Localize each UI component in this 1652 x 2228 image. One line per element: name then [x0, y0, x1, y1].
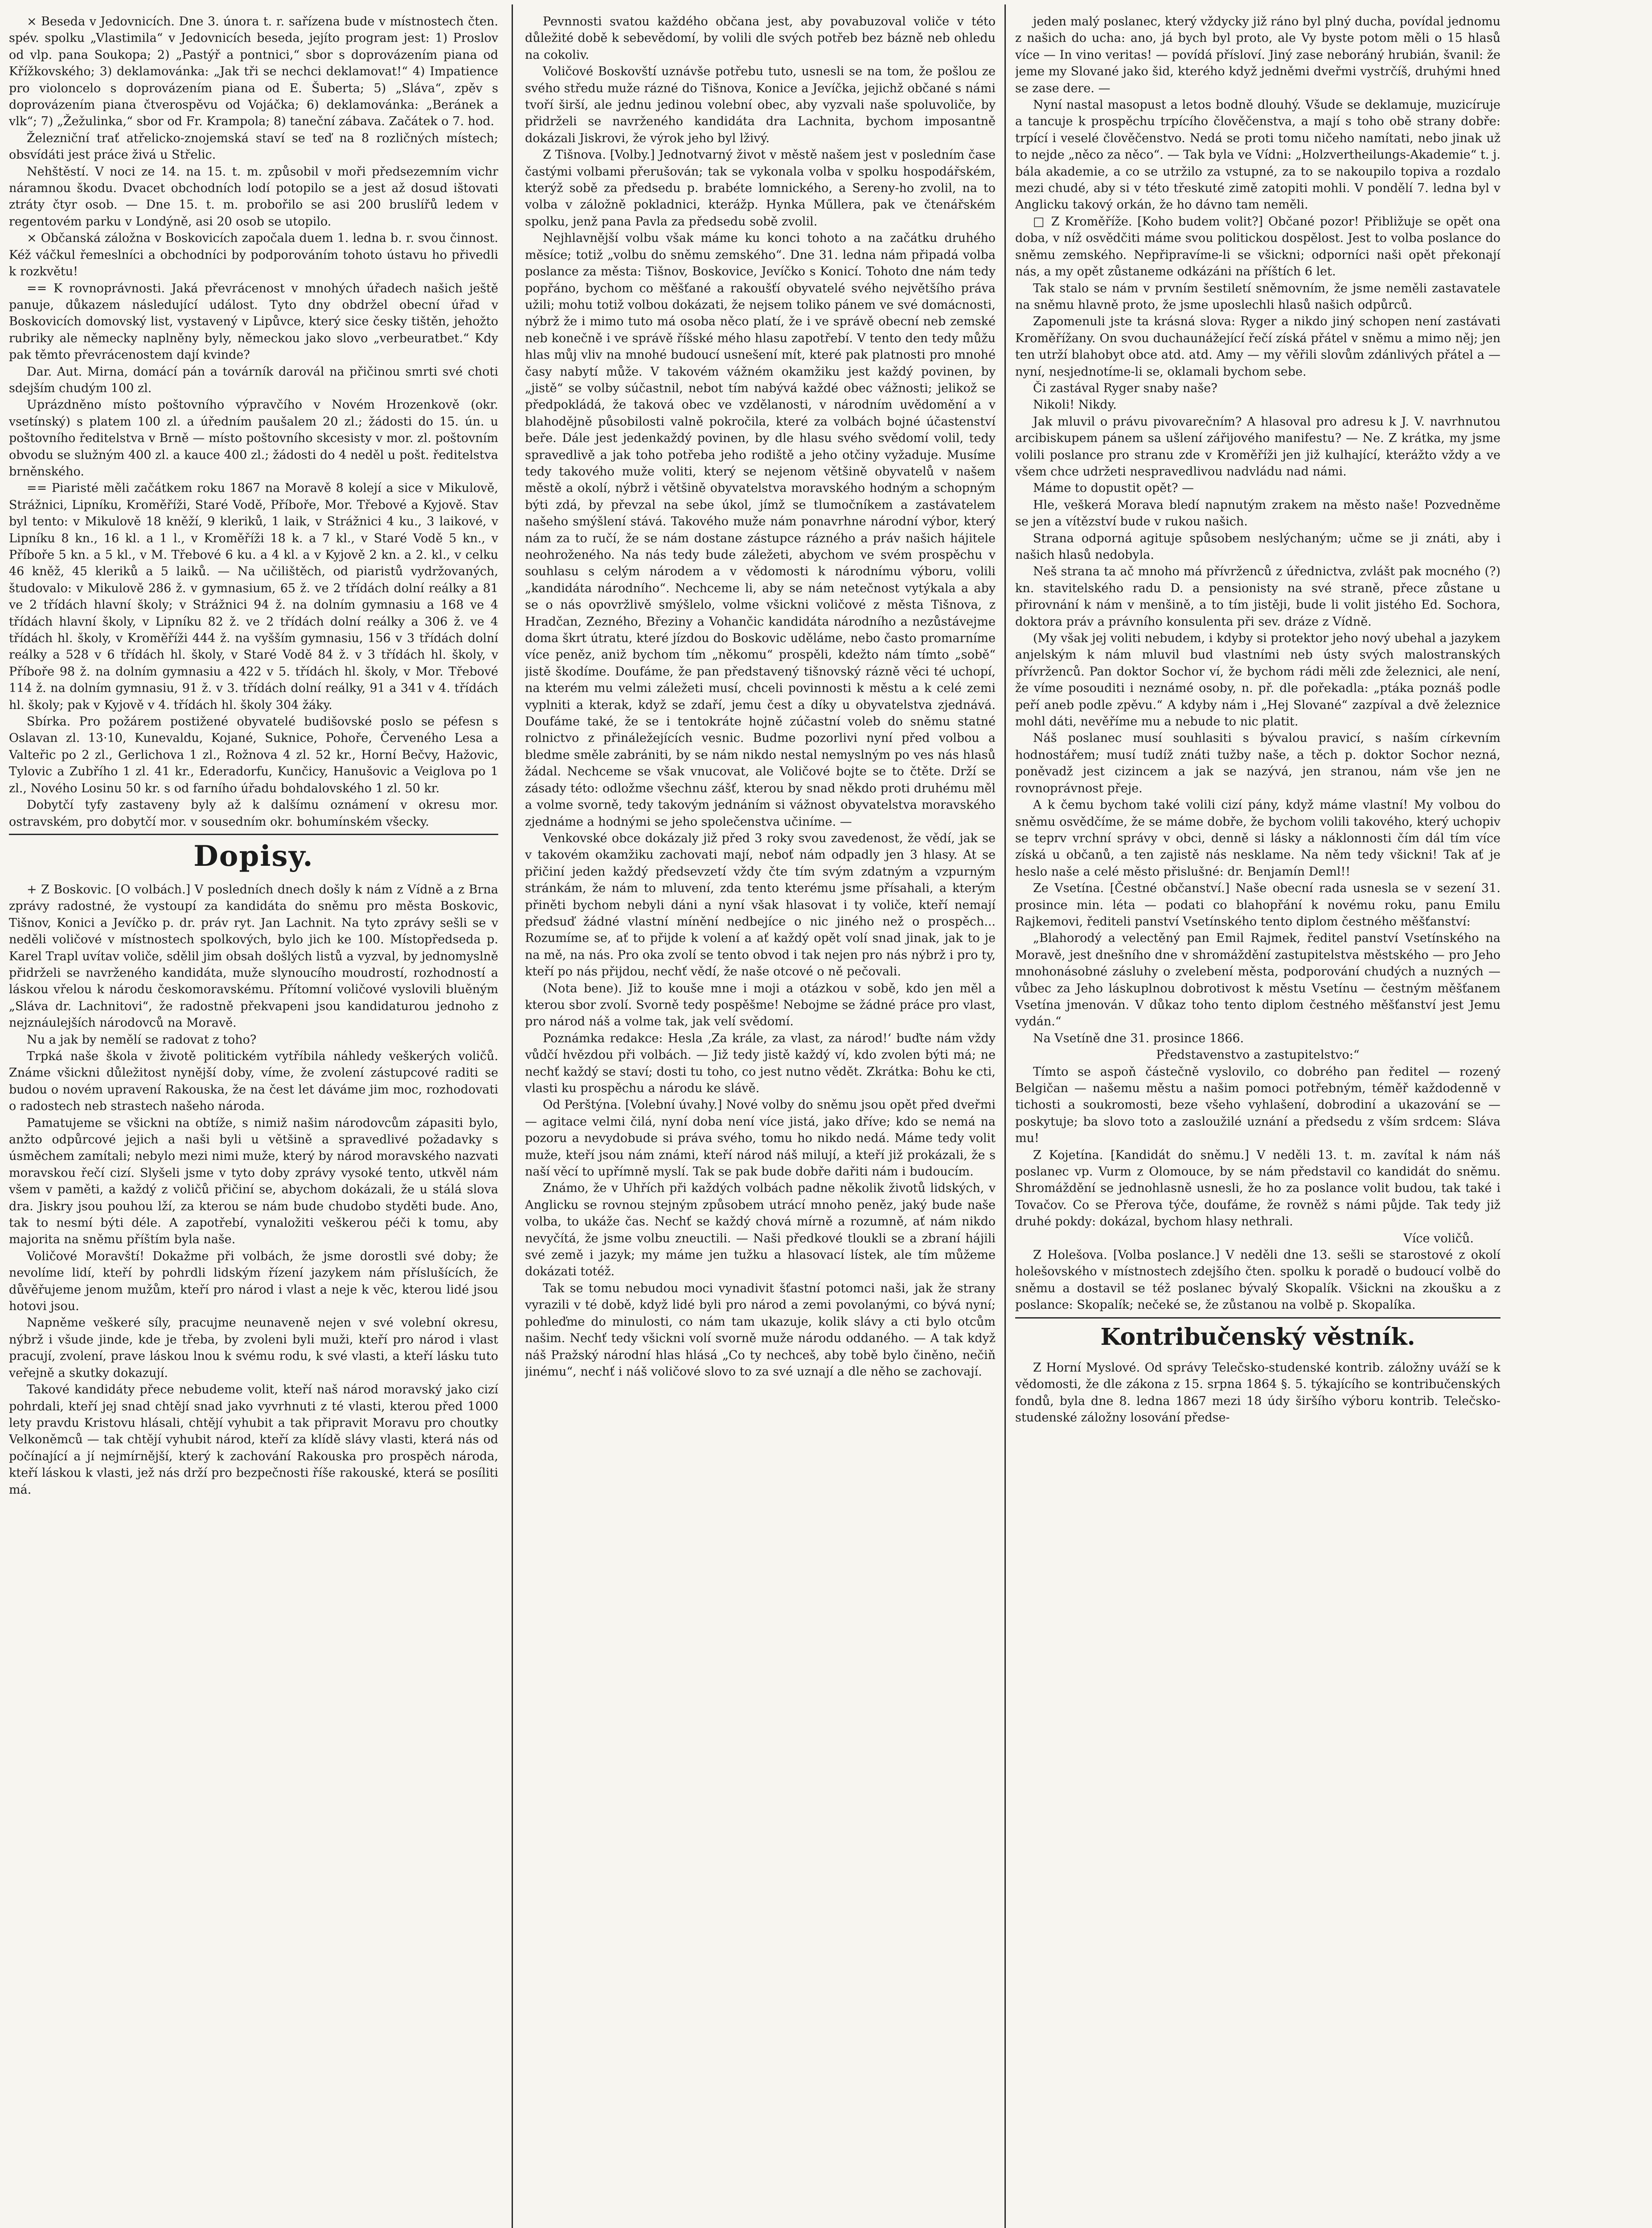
article-paragraph: Neš strana ta ač mnoho má přívrženců z úřednictva, zvlášt pak mocného (?) kn. stavitelského radu D. a pensionisty na své straně, přece zůstane u přirovnání k nám v menšině, a to tím jistěji, bude li volit jistého Ed. Sochora, doktora práv a právního konsulenta při sev. dráze z Vídně. — [1015, 565, 1500, 629]
column-left — [9, 13, 498, 2228]
article-paragraph: jeden malý poslanec, který vždycky již ráno byl plný ducha, povídal jednomu z našich do ucha: ano, já bych byl proto, ale Vy byste potom měli o 15 hlasů více — In vino veritas! — povídá přísloví. Jiný zase neboráný hrubián, švanil: že jeme my Slované jako šid, kterého když jedněmi dveřmi vystrčíš, druhými hned se zase dere. — — [1015, 15, 1500, 95]
vsetin-diploma: „Blahorodý a velectěný pan Emil Rajmek, ředitel panství Vsetínského na Moravě, jest dnešního dne v shromáždění zastupitelstva městského — pro Jeho mnohonásobné zásluhy o zvelebení města, podporování chudých a nuzných — vůbec za Jeho láskuplnou dobrotivost k městu Vsetínu — čestným měšťanem Vsetína jmenován. V důkaz toho tento diplom čestného měšťanství jest Jemu vydán.“ — [1015, 931, 1500, 1029]
article-paragraph: Tak se tomu nebudou moci vynadivit šťastní potomci naši, jak že strany vyrazili v té době, když lidé byli pro národ a zemi povolanými, co bývá nyní; pohleďme do minulosti, co nám tam ukazuje, kolik slávy a cti bylo otcům našim. Nechť tedy všickni volí svorně muže národu oddaného. — A tak když náš Pražský národní hlas hlásá „Co ty nechceš, aby tobě bylo činěno, nečiň jinému“, nechť i náš voličové slovo to za své uznají a dle něho se zachovají. — [525, 1281, 996, 1379]
article-text — [525, 230, 996, 1097]
article-perstyna: Od Perštýna. [Volební úvahy.] Nové volby do sněmu jsou opět před dveřmi — agitace velmi čilá, nyní doba není více jistá, jako dříve; kdo se nemá na pozoru a nevydobude si práva svého, tomu ho nikdo nedá. Máme tedy volit muže, kteří jsou nám známi, kteří národ náš milují, a kteří již prokázali, že s naší věcí to upřímně myslí. Tak se pak bude dobře dařiti nám i budoucím. — [525, 1098, 996, 1179]
article-kromeriz: □ Z Kroměříže. [Koho budem volit?] Občané pozor! Přibližuje se opět ona doba, v níž osvědčiti máme svou politickou dospělost. Jest to volba poslance do sněmu zemského. Nepřipravíme-li se všickni; odporníci naši opět překonají nás, a my opět zůstaneme odkázáni na příštích 6 let. — [1015, 214, 1500, 279]
article-text — [525, 1180, 996, 1380]
section-title-dopisy: Dopisy. — [193, 839, 314, 873]
article-horni-myslova: Z Horní Myslové. Od správy Telečsko-studenské kontrib. záložny uváží se k vědomosti, že dle zákona z 15. srpna 1864 §. 5. týkajícího se kontribučenských fondů, byla dne 8. ledna 1867 mezi 18 údy širšího výboru kontrib. Telečsko-studenské záložny losování předse- — [1015, 1360, 1500, 1425]
article-paragraph: Máme to dopustit opět? — — [1033, 481, 1194, 496]
article-text — [1015, 13, 1500, 213]
column-rule — [1004, 4, 1006, 2228]
news-item: Dar. Aut. Mirna, domácí pán a továrník darovál na přičinou smrti své choti sdejším chudým 100 zl. — [9, 365, 498, 395]
article-paragraph: Známo, že v Uhřích při každých volbách padne několik životů lidských, v Anglicku se rovnou stejným způsobem utrácí mnoho peněz, jaký bude naše volba, to ukáže čas. Nechť se každý chová mírně a rozumně, ať nám nikdo nevyčítá, že jsme volbu zneuctili. — Naši předkové tloukli se a zbraní hájili své země i jazyk; my máme jen tužku a hlasovací lístek, ale tím můžeme dokázati totéž. — [525, 1181, 996, 1279]
article-paragraph: Náš poslanec musí souhlasiti s bývalou pravicí, s naším církevním hodnostářem; musí tudíž znáti tužby naše, a těch p. doktor Sochor nezná, poněvadž jest cizincem a jak se nazývá, jen stranou, nám vše jen ne rovnoprávnost přeje. — [1015, 731, 1500, 795]
news-item: × Občanská záložna v Boskovicích započala duem 1. ledna b. r. svou činnost. Kéž váčkul řemeslníci a obchodníci by podporováním tohoto ústavu ho přivedli k rozkvětu! — [9, 231, 498, 279]
article-paragraph: Poznámka redakce: Hesla ‚Za krále, za vlast, za národ!‘ buďte nám vždy vůdčí hvězdou při volbách. — Již tedy jistě každý ví, kdo zvolen býti má; ne nechť každý se staví; dosti tu toho, co jest nutno vědět. Zkrátka: Bohu ke cti, vlasti ku prospěchu a národu ke slávě. — [525, 1031, 996, 1095]
vsetin-after: Tímto se aspoň částečně vyslovilo, co dobrého pan ředitel — rozený Belgičan — našemu městu a našim pomoci potřebným, téměř každodenně v tichosti a soukromosti, beze všeho vyhlašení, dobrodiní a ukazování se — poskytuje; ba slovo toto a zasloužilé uznání a předsedu z vším srdcem: Sláva mu! — [1015, 1065, 1500, 1146]
news-item: Dobytčí tyfy zastaveny byly až k dalšímu oznámení v okresu mor. ostravském, pro dobytčí mor. v sousedním okr. bohumínském všecky. — [9, 798, 498, 829]
article-text — [1015, 280, 1500, 881]
article-holesov: Z Holešova. [Volba poslance.] V neděli dne 13. sešli se starostové z okolí holešovského v místnostech zdejšího čten. spolku k poradě o budoucí volbě do sněmu a dostavil se též poslanec bývalý Skopalík. Všickni na zkoušku a z poslance: Skopalík; nečeké se, že zůstanou na volbě p. Skopalíka. — [1015, 1248, 1500, 1312]
vsetin-signature: Představenstvo a zastupitelstvo:“ — [1156, 1048, 1360, 1062]
letter-paragraph: Voličové Moravští! Dokažme při volbách, že jsme dorostli své doby; že nevolíme lidí, kteří by pohrdli lidským řízení jazykem nám příslušících, že důvěřujeme jenom mužům, kteří pro národ i vlast a neje k věc, kterou lidé jsou hotovi jsou. — [9, 1249, 498, 1314]
dopisy-items — [9, 881, 498, 1498]
letter-paragraph: Napněme veškeré síly, pracujme neunaveně nejen v své volební okresu, nýbrž i všude jinde, kde je třeba, by zvoleni byli muži, kteří pro národ i vlast pracují, zvolení, prave láskou lnou k svému rodu, k své vlasti, a kteří lásku tuto veřejně a skutky dokazují. — [9, 1316, 498, 1380]
column-middle — [525, 13, 996, 2228]
article-paragraph: Tak stalo se nám v prvním šestiletí sněmovním, že jsme neměli zastavatele na sněmu hlavně proto, že jsme uposlechli hlasů našich odpůrců. — [1015, 281, 1500, 312]
column-right — [1015, 13, 1500, 2228]
article-paragraph: A k čemu bychom také volili cizí pány, když máme vlastní! My volbou do sněmu osvědčíme, že se máme dobře, že bychom volili takového, který uchopiv se teprv vrchní správy v obci, denně si lásky a náklonnosti čím dál tím více získá u občanů, a ten zajistě nás nesklame. Na něm tedy všickni! Tak ať je heslo naše a celé město přislušné: dr. Benjamín Deml!! — [1015, 798, 1500, 879]
article-vsetin: Ze Vsetína. [Čestné občanství.] Naše obecní rada usnesla se v sezení 31. prosince min. léta — podati co blahopřání k novému roku, panu Emilu Rajkemovi, řediteli panství Vsetínského tento diplom čestného měšťanství: — [1015, 881, 1500, 929]
section-title-kontribucensky: Kontribučenský věstník. — [1100, 1323, 1415, 1351]
news-item: × Beseda v Jedovnicích. Dne 3. února t. r. sařízena bude v místnostech čten. spév. spolku „Vlastimila“ v Jedovnicích beseda, jejíto program jest: 1) Proslov od vlp. pana Soukopa; 2) „Pastýř a pontnici,“ sbor s doprovázením piana od Křížkovského; 3) deklamovánka: „Jak tři se nechci deklamovat!“ 4) Impatience pro violoncelo s doprovázením piana od E. Šuberta; 5) „Sláva“, zpěv s doprovázením piana čtverospěvu od Vojáčka; 6) deklamovánka: „Beránek a vlk“; 7) „Žežulinka,“ sbor od Fr. Krampola; 8) taneční zábava. Začátek o 7. hod. — [9, 15, 498, 129]
letter-paragraph: Takové kandidáty přece nebudeme volit, kteří naš národ moravský jako cizí pohrdali, kteří jej snad chtějí snad jako vyvrhnuti z té vlasti, kterou před 1000 lety pravdu Kristovu hlásali, chtějí vyhubit a tak připravit Moravu pro choutky Velkoněmců — tak chtějí vyhubit národ, kteří za klídě slávy vlasti, která nás od počínající a jí nejmírnější, který k zachování Rakouska pro prospěch národa, kteří láskou k vlasti, jež nás drží pro bezpečnosti říše rakouské, která se posíliti má. — [9, 1383, 498, 1497]
article-paragraph: (Nota bene). Již to kouše mne i moji a otázkou v sobě, kdo jen měl a kterou sbor zvolí. Svorně tedy pospěšme! Nebojme se žádné práce pro vlast, pro národ náš a volme tak, jak velí svědomí. — [525, 981, 996, 1029]
vsetin-place: Na Vsetíně dne 31. prosince 1866. — [1033, 1031, 1244, 1045]
news-item: Železniční trať atřelicko-znojemská staví se teď na 8 rozličných místech; obsvídáti jest práce živá u Střelic. — [9, 131, 498, 162]
news-item: == Piaristé měli začátkem roku 1867 na Moravě 8 kolejí a sice v Mikulově, Strážnici, Lipníku, Kroměříži, Staré Vodě, Příboře, Mor. Třebové a Kyjově. Stav byl tento: v Mikulově 18 kněží, 9 kleriků, 1 laik, v Strážnici 4 ku., 3 laikové, v Lipníku 8 kn., 16 kl. a 1 l., v Kroměříži 18 k. a 7 kl., v Staré Vodě 5 kn., v Příboře 5 kn. a 5 kl., v M. Třebové 6 ku. a 4 kl. a v Kyjově 2 kn. a 2. kl., v celku 46 kněž, 45 kleriků a 5 laiků. — Na učilištěch, od piaristů vydržovaných, študovalo: v Mikulově 286 ž. v gymnasium, 65 ž. ve 2 třídách dolní reálky a 81 ve 2 třídách hlavní školy; v Strážnici 94 ž. na dolním gymnasiu a 168 ve 4 třídách hlavní školy, v Lipníku 82 ž. ve 2 třídách dolní reálky a 306 ž. ve 4 třídách hl. školy, v Kroměříži 444 ž. na vyšším gymnasiu, 156 v 3 třídách dolní reálky a 528 v 6 třídách hl. školy, v Staré Vodě 84 ž. v 3 třídách hl. školy, v Příboře 98 ž. na dolním gymnasiu a 422 v 5. třídách hl. školy, v Mor. Třebové 114 ž. na dolním gymnasiu, 91 ž. v 3. třídách dolní reálky, 91 a 341 v 4. třídách hl. školy; pak v Kyjově v 4. třídách hl. školy 304 žáky. — [9, 481, 498, 712]
letter-paragraph: Nu a jak by nemělí se radovat z toho? — [27, 1032, 257, 1047]
news-item: Sbírka. Pro požárem postižené obyvatelé budišovské poslo se péfesn s Oslavan zl. 13·10, Kunevaldu, Kojané, Suknice, Pohoře, Červeného Lesa a Valteřic po 2 zl., Gerlichova 1 zl., Rožnova 4 zl. 52 kr., Horní Bečvy, Hažovic, Tylovic a Zubřího 1 zl. 41 kr., Ederadorfu, Kunčicy, Hanušovic a Veiglova po 1 zl., Nového Losinu 50 kr. s od farního úřadu bohdalovského 1 zl. 50 kr. — [9, 715, 498, 795]
article-paragraph: Pevnnosti svatou každého občana jest, aby povabuzoval voliče v této důležité době k sebevědomí, by volili dle svých potřeb bez bázně neb ohledu na cokoliv. — [525, 15, 996, 62]
news-item: Nehštěstí. V noci ze 14. na 15. t. m. způsobil v moři předsezemním vichr náramnou škodu. Dvacet obchodních lodí potopilo se a jest až dosud ištovati ztráty čtyr osob. — Dne 15. t. m. probořilo se asi 200 bruslířů ledem v regentovém parku v Londýně, asi 20 osob se utopilo. — [9, 164, 498, 229]
kojetin-signature: Více voličů. — [1403, 1231, 1474, 1245]
news-items — [9, 13, 498, 830]
letter-paragraph: Trpká naše škola v životě politickém vytříbila náhledy veškerých voličů. Známe všickni důležitost nynější doby, víme, že zvolení zástupcové raditi se budou o novém upravení Rakouska, že na čest let dáváme jim moc, rozhodovati o radostech neb strastech našeho národa. — [9, 1049, 498, 1114]
divider — [9, 834, 498, 835]
letter-paragraph: Pamatujeme se všickni na obtíže, s nimiž našim národovcům zápasiti bylo, anžto odpůrcové jejich a naši byli u většině a spravedlivé požadavky s úsměchem zamítali; nebylo mezi nimi muže, který by národ moravského nazvati moravskou řečí cizí. Slyšeli jsme v tyto doby zprávy vysoké tento, utkvěl nám všem v paměti, a každý z voličů přičiní se, abychom dokázali, že u stálá slova dra. Jiskry jsou pouhou lží, za kterou se nám bude chudobo styděti bude. Ano, tak to nesmí býti déle. A zapotřebí, vynaložiti veškerou péči k tomu, aby majorita na sněmu příštím byla naše. — [9, 1116, 498, 1247]
article-paragraph: Hle, veškerá Morava bledí napnutým zrakem na město naše! Pozvedněme se jen a vítězství bude v rukou našich. — [1015, 498, 1500, 529]
column-rule — [512, 4, 513, 2228]
divider — [1015, 1317, 1500, 1319]
article-paragraph: Nyní nastal masopust a letos bodně dlouhý. Všude se deklamuje, muzicíruje a tancuje k prospěchu trpícího člověčenstva, a mají s toho obě strany dobře: trpící i veselé člověčenstvo. Nedá se proti tomu ničeho namítati, nebo jinak už to nejde „něco za něco“. — Tak byla ve Vídni: „Holzvertheilungs-Akademie“ t. j. bála akademie, a co se utržilo za vstupné, za to se nakoupilo topiva a rozdalo mezi chudé, aby si v této třeskuté zimě zatopiti mohli. V pondělí 7. ledna byl v Anglicku takový orkán, že ho dávno tam neměli. — [1015, 98, 1500, 212]
article-paragraph: Či zastával Ryger snaby naše? — [1033, 381, 1217, 395]
article-paragraph: Nikoli! Nikdy. — [1033, 398, 1117, 412]
article-paragraph: Voličové Boskovští uznávše potřebu tuto, usnesli se na tom, že pošlou ze svého středu muže rázné do Tišnova, Konice a Jevíčka, jejichž občané s námi tvoří širší, ale jednu jedinou volební obec, aby vyzvali naše spoluvoliče, by přidrželi se navrženého kandidáta dra Lachnita, bychom imposantně dokázali Jiskrovi, že výrok jeho byl lživý. — [525, 65, 996, 145]
article-paragraph: Venkovské obce dokázaly již před 3 roky svou zavedenost, že vědí, jak se v takovém okamžiku zachovati mají, neboť nám odpadly jen 3 hlasy. At se přičiní jeden každý předsevzetí vždy čte tím svým zdatným a vzpurným stránkám, že nám to mluvení, zda tento kterému jsme přísahali, a kterým přiněti bychom nebyli dáni a nyní však hlasovat i ty voliče, kteří nemají předsuď žádné vlastní mínění nedbejíce o nic jiného než o prospěch... Rozumíme se, ať to přijde k volení a ať každý opět volí snad jinak, jak to je na mě, na nás. Pro oka zvolí se tento obvod i tak nejen pro nás nýbrž i pro ty, kteří po nás přijdou, nechť vědí, že naše otcové o ně pečovali. — [525, 831, 996, 979]
news-item: == K rovnoprávnosti. Jaká převrácenost v mnohých úřadech našich ještě panuje, důkazem následující událost. Tyto dny obdržel obecní úřad v Boskovicích domovský list, vystavený v Lipůvce, který sice česky tištěn, jehožto rubriky ale německy napln‌ěny byly, německou jako slovo „verbeuratbet.“ Kdy pak těmto převrácenostem dají kvinde? — [9, 281, 498, 362]
article-paragraph: Zapomenuli jste ta krásná slova: Ryger a nikdo jiný schopen není zastávati Kroměřížany. On svou duchaunážející řečí získá přátel v sněmu a mimo něj; jen ten utrží blahobyt obce atd. atd. Amy — my věřili slovům zdánlivých přátel a — nyní, nesjednotíme-li se, oklamali bychom sebe. — [1015, 315, 1500, 379]
article-text — [525, 13, 996, 147]
article-paragraph: Strana odporná agituje spůsobem neslýchaným; učme se ji znáti, aby i našich hlasů nedobyla. — [1015, 531, 1500, 562]
article-paragraph: (My však jej voliti nebudem, i kdyby si protektor jeho nový ubehal a jazykem anjelským k nám mluvil bud vlastními neb ústy svých malostranských přívrženců. Pan doktor Sochor ví, že bychom rádi měli zde železnici, ale není, že víme posouditi i neznámé osoby, n. př. dle pořekadla: „ptáka poznáš podle peří aneb podle zpěvu.“ A kdyby nám i „Hej Slované“ zazpíval a dvě železnice mohl dáti, nevěříme mu a nebude to nic platit. — [1015, 631, 1500, 729]
news-item: Uprázdněno místo poštovního výpravčího v Novém Hrozenkově (okr. vsetínský) s platem 100 zl. a úředním paušalem 20 zl.; žádosti do 15. ún. u poštovního ředitelstva v Brně — místo poštovního skcesisty v mor. zl. poštovním obvodu se služným 400 zl. a kauce 400 zl.; žádosti do 4 neděl u pošt. ředitelstva brněnského. — [9, 398, 498, 479]
letter-paragraph: + Z Boskovic. [O volbách.] V posledních dnech došly k nám z Vídně a z Brna zprávy radostné, že vystoupí za kandidáta do sněmu pro města Boskovic, Tišnov, Konici a Jevíčko p. dr. práv ryt. Jan Lachnit. Na tyto zprávy sešli se v neděli voličové v místnostech spolkových, bylo jich ke 100. Místopředseda p. Karel Trapl uvítav voliče, sdělil jim obsah došlých listů a vyzval, by jednomyslně přidrželi se navrženého kandidáta, muže slynoucího moudrostí, rozhodností a láskou vřelou k národu českomoravskému. Přítomní voličové vyslovili bluěným „Sláva dr. Lachnitovi“, že radostně překvapeni jsou kandidaturou jednoho z nejznáulejších národovců na Moravě. — [9, 882, 498, 1030]
article-tisnov: Z Tišnova. [Volby.] Jednotvarný život v městě našem jest v posledním čase častými volbami přerušován; tak se vykonala volba v spolku hospodářském, kterýž sobě za předsedu p. brabéte lomnického, a Sereny-ho zvolil, na to volba v záložně pokladnici, kterážp. Hynka Műllera, pak ve čtenářském spolku, jenž pana Pavla za předsedu sobě zvolil. — [525, 148, 996, 229]
article-kojetin: Z Kojetína. [Kandidát do sněmu.] V neděli 13. t. m. zavítal k nám náš poslanec vp. Vurm z Olomouce, by se nám představil co kandidát do sněmu. Shromáždění se jednohlasně usnesli, že ho za poslance volit budou, tak také i Tovačov. Co se Přerova týče, doufáme, že rovněž s námi půjde. Tak tedy již druhé pokdy: dokázal, bychom hlasy nethrali. — [1015, 1148, 1500, 1229]
article-paragraph: Nejhlavnější volbu však máme ku konci tohoto a na začátku druhého měsíce; totiž „volbu do sněmu zemského“. Dne 31. ledna nám připadá volba poslance za města: Tišnov, Boskovice, Jevíčko s Konicí. Tohoto dne nám tedy popřáno, bychom co měšťané a rakoušťí obyvatelé svého největšího práva užili; mohu totiž volbou dokázati, že nejsem toliko pánem ve své domácnosti, nýbrž že i mimo tuto má osoba něco platí, že i ve správě obecní neb zemské neb konečně i ve správě říšské mého hlasu zapotřebí. V tento den tedy můžu hlas můj vliv na mnohé budoucí usnešení mít, které pak platnosti pro mnohé časy nabytí může. V takovém vážném okamžiku jest každý povinen, by „jistě“ se volby súčastnil, nebot tím nabývá každé obec vážnosti; jelikož se předpokládá, že taková obec ve vzdělanosti, v národním uvědomění a v blahodějně působilosti valně pokročila, které za volbách bojné účastenství beře. Dále jest jedenkaždý povinen, by dle hlasu svého svědomí volil, tedy spravedlivě a jak toho potřeba jeho rodiště a jeho otčiny vyžaduje. Musíme tedy takového muže voliti, který se nejenom většině obyvatelů v našem městě a okolí, nýbrž i většině obyvatelstva moravského hodným a schopným býti zdá, by převzal na sebe úkol, jímž se tlumočníkem a zastávatelem našeho smýšlení stává. Takového muže nám ponavrhne národní výbor, který nám za to ručí, že se nám dostane zástupce rázného a práv našich hájitele neohroženého. Na nás tedy bude záležeti, abychom ve svém prospěchu v souhlasu s celým národem a v vědomosti k národnímu výboru, volili „kandidáta národního“. Nechceme li, aby se nám netečnost vytýkala a aby se o nás opovržlivě smýšlelo, volme všickni voličové z města Tišnova, z Hradčan, Zezného, Březiny a Vohančic kandidáta národního a nezůstávejme doma škrt útratu, které jízdou do Boskovic uděláme, nebo často promarníme více peněz, aniž bychom tím „někomu“ prospěli, kdežto nám tímto „sobě“ jistě škodíme. Doufáme, že pan představený tišnovský rázně věci té uchopí, na kterém mu velmi záležeti musí, chceli povinnosti k městu a k celé zemi vyplniti a kterak, když se zdaří, jemu čest a díky u obyvatelstva zjednává. Doufáme také, že se i tentokráte hojně zúčastní voleb do sněmu statné rolnictvo z přináležejících vesnic. Budme pozorlivi nyní před volbou a bledme směle zabrániti, by se nám nikdo nestal nemyslným po ves nás hlasů žádal. Nechceme se však vnucovat, ale Voličové bojte se to čtěte. Drží se zásady této: odložme všechnu zášť, kterou by snad někdo proti druhému měl a volme svorně, tedy takovým jednáním si vážnost obyvatelstva moravského zjednáme a hodnými se jeho společenstva učiníme. — — [525, 231, 996, 829]
article-paragraph: Jak mluvil o právu pivovarečním? A hlasoval pro adresu k J. V. navrhnutou arcibiskupem pánem sa ušlení zářijového manifestu? — Ne. Z krátka, my jsme volili poslance pro stranu zde v Kroměříži jen již kulhající, kterážto vždy a ve všem chce udržeti nespravedlivou nadvládu nad námi. — [1015, 414, 1500, 479]
